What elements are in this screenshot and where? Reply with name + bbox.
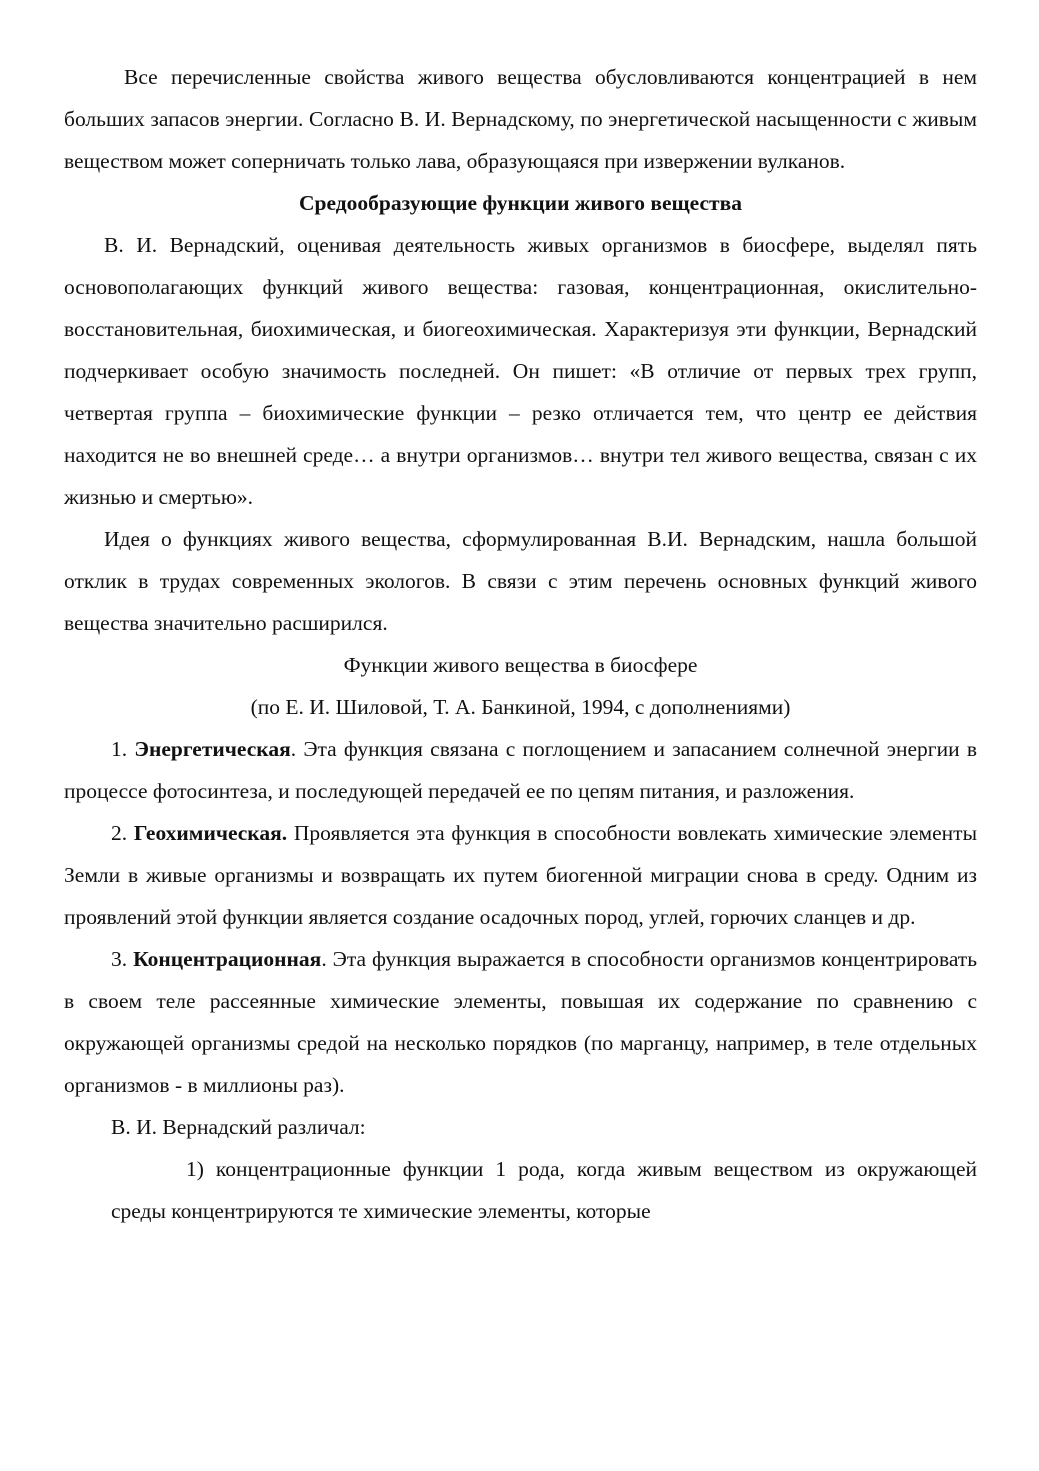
paragraph-vernadsky-distinguished: В. И. Вернадский различал:	[111, 1115, 366, 1139]
list-item-term: Геохимическая.	[133, 821, 288, 845]
list-item-text: Эта функция связана с поглощением и запасанием солнечной энергии в процессе фотосинтеза, и последующей передачей ее по цепям питания, и разложения.	[64, 737, 978, 803]
list-item-number: 1.	[111, 737, 128, 761]
list-item-energy	[64, 728, 977, 812]
paragraph-idea-functions: Идея о функциях живого вещества, сформулированная В.И. Вернадским, нашла большой отклик в трудах современных экологов. В связи с этим перечень основных функций живого вещества значительно расширился.	[64, 527, 977, 635]
sub-list-text: концентрационные функции 1 рода, когда живым веществом из окружающей среды концентрируются те химические элементы, которые	[111, 1157, 978, 1223]
list-item-geochemical	[64, 812, 977, 938]
sub-list-item-1	[111, 1148, 977, 1232]
sub-list-number: 1)	[186, 1157, 204, 1181]
list-item-number: 3.	[111, 947, 128, 971]
document-page	[64, 56, 977, 1232]
section-heading: Средообразующие функции живого вещества	[299, 191, 742, 215]
list-subtitle: (по Е. И. Шиловой, Т. А. Банкиной, 1994, с дополнениями)	[250, 695, 791, 719]
list-item-separator: .	[321, 947, 327, 971]
list-title: Функции живого вещества в биосфере	[343, 653, 698, 677]
paragraph-vernadsky-functions: В. И. Вернадский, оценивая деятельность живых организмов в биосфере, выделял пять основополагающих функций живого вещества: газовая, концентрационная, окислительно-восстановительная, биохимическая, и биогеохимическая. Характеризуя эти функции, Вернадский подчеркивает особую значимость последней. Он пишет: «В отличие от первых трех групп, четвертая группа – биохимические функции – резко отличается тем, что центр ее действия находится не во внешней среде… а внутри организмов… внутри тел живого вещества, связан с их жизнью и смертью».	[64, 233, 977, 509]
list-item-concentration	[64, 938, 977, 1106]
list-item-term: Концентрационная	[133, 947, 322, 971]
list-item-text: Проявляется эта функция в способности вовлекать химические элементы Земли в живые организмы и возвращать их путем биогенной миграции снова в среду. Одним из проявлений этой функции является создание осадочных пород, углей, горючих сланцев и др.	[64, 821, 978, 929]
paragraph-energy-intro: Все перечисленные свойства живого вещества обусловливаются концентрацией в нем больших запасов энергии. Согласно В. И. Вернадскому, по энергетической насыщенности с живым веществом может соперничать только лава, образующаяся при извержении вулканов.	[64, 65, 977, 173]
list-item-text: Эта функция выражается в способности организмов концентрировать в своем теле рассеянные химические элементы, повышая их содержание по сравнению с окружающей организмы средой на несколько порядков (по марганцу, например, в теле отдельных организмов - в миллионы раз).	[64, 947, 978, 1097]
list-item-separator: .	[290, 737, 297, 761]
list-item-number: 2.	[111, 821, 128, 845]
list-item-term: Энергетическая	[134, 737, 291, 761]
